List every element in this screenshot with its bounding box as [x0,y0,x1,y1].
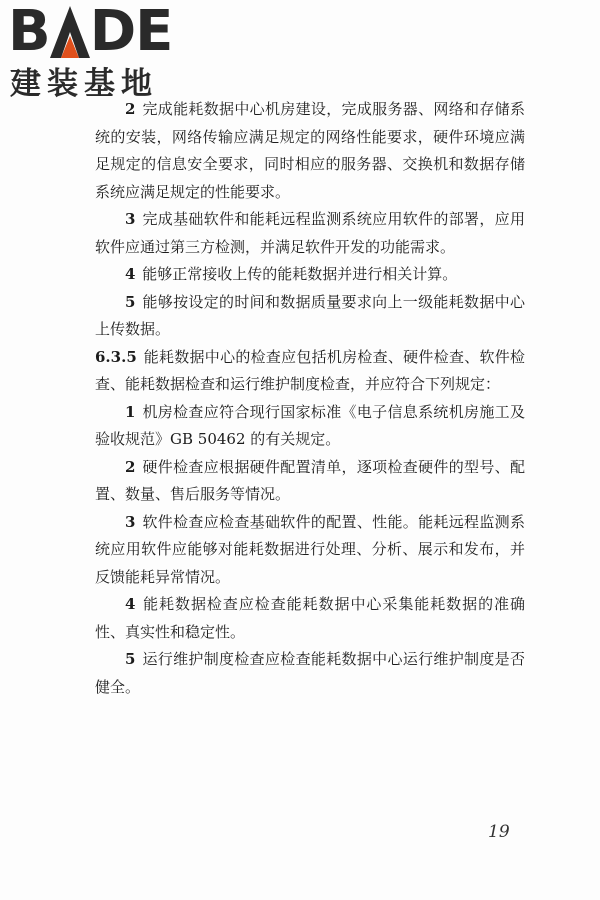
item-number: 3 [125,512,136,531]
page-number: 19 [488,822,510,842]
paragraph-text: 能够正常接收上传的能耗数据并进行相关计算。 [142,265,458,283]
clause-paragraph [95,344,525,399]
item-number: 5 [125,292,136,311]
paragraph-text: 能够按设定的时间和数据质量要求向上一级能耗数据中心上传数据。 [95,292,525,338]
paragraph-text: 完成基础软件和能耗远程监测系统应用软件的部署，应用软件应通过第三方检测，并满足软件开发的功能需求。 [95,210,525,256]
list-item-paragraph [95,289,525,344]
item-number: 3 [125,210,136,228]
logo-subtitle: 建装基地 [10,66,158,102]
logo-letter-e: E [135,0,173,64]
item-number: 6.3.5 [95,347,137,366]
item-number: 2 [125,100,136,118]
paragraph-text: 运行维护制度检查应检查能耗数据中心运行维护制度是否健全。 [95,650,525,696]
paragraph-text: 机房检查应符合现行国家标准《电子信息系统机房施工及验收规范》GB 50462 的有关规定。 [95,402,525,448]
logo-letter-a [50,4,90,60]
paragraph-text: 软件检查应检查基础软件的配置、性能。能耗远程监测系统应用软件应能够对能耗数据进行处理、分析、展示和发布，并反馈能耗异常情况。 [95,512,525,586]
item-number: 1 [125,402,136,421]
list-item-paragraph [95,96,525,206]
item-number: 5 [125,650,136,668]
item-number: 2 [125,457,136,476]
list-item-paragraph [95,646,525,701]
list-item-paragraph [95,509,525,592]
paragraph-text: 完成能耗数据中心机房建设，完成服务器、网络和存储系统的安装，网络传输应满足规定的网络性能要求，硬件环境应满足规定的信息安全要求，同时相应的服务器、交换机和数据存储系统应满足规定的性能要求。 [95,100,525,201]
item-number: 4 [125,265,136,283]
bade-logo [8,0,178,102]
logo-letter-b: B [8,0,50,64]
paragraph-text: 硬件检查应根据硬件配置清单，逐项检查硬件的型号、配置、数量、售后服务等情况。 [95,457,525,503]
list-item-paragraph [95,261,525,289]
document-body [95,96,525,701]
list-item-paragraph [95,591,525,646]
logo-letter-d: D [89,0,136,64]
logo-wordmark [8,0,173,64]
paragraph-text: 能耗数据中心的检查应包括机房检查、硬件检查、软件检查、能耗数据检查和运行维护制度检查，并应符合下列规定： [95,347,525,393]
list-item-paragraph [95,454,525,509]
list-item-paragraph [95,399,525,454]
item-number: 4 [125,595,136,613]
paragraph-text: 能耗数据检查应检查能耗数据中心采集能耗数据的准确性、真实性和稳定性。 [95,595,525,641]
list-item-paragraph [95,206,525,261]
